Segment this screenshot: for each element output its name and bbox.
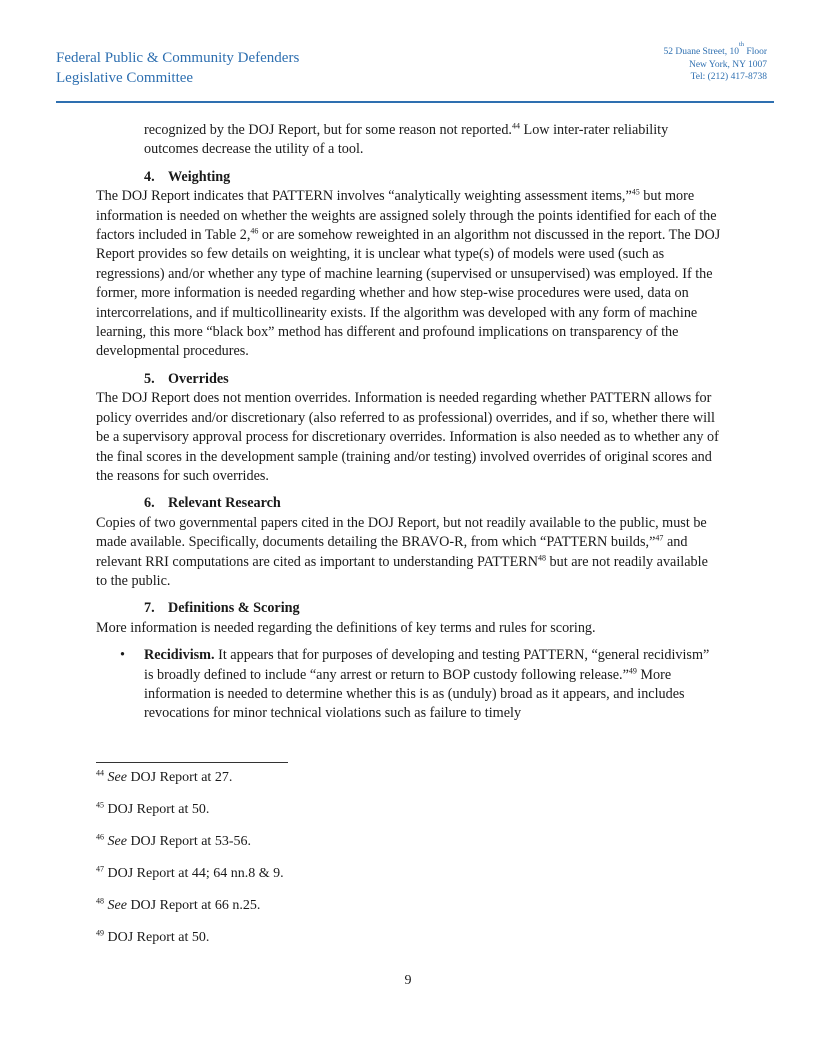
definitions-list [96, 646, 722, 724]
letterhead-address [663, 41, 767, 84]
footnote-ref[interactable]: 48 [537, 552, 546, 562]
page-number: 9 [404, 973, 412, 988]
definitions-paragraph: More information is needed regarding the definitions of key terms and rules for scoring. [96, 619, 596, 636]
address-phone: Tel: (212) 417-8738 [690, 72, 767, 82]
section-heading-definitions: 7. Definitions & Scoring [144, 600, 300, 617]
footnote: $^{46}$ See DOJ Report at 53-56. [96, 832, 251, 849]
footnote: $^{48}$ See DOJ Report at 66 n.25. [96, 896, 261, 913]
org-committee: Legislative Committee [56, 70, 194, 86]
address-street: 52 Duane Street, 10th Floor [663, 41, 767, 57]
footnote-ref[interactable]: 45 [631, 187, 640, 197]
footnote-divider [96, 762, 288, 763]
research-paragraph: Copies of two governmental papers cited in the DOJ Report, but not readily available to the public, must be made available. Specifically, documents detailing the BRAVO-R, from which “PATTERN builds,”$^{47}$ and relevant RRI computations are cited as important to understanding PATTERN$^{48}$ but are not readily available to the public. [96, 514, 708, 589]
org-name: Federal Public & Community Defenders [56, 50, 300, 66]
document-body [96, 121, 722, 724]
section-heading-relevant-research: 6. Relevant Research [144, 495, 281, 512]
list-item: • Recidivism. It appears that for purposes of developing and testing PATTERN, “general recidivism” is broadly defined to include “any arrest or return to BOP custody following release.”$^{49}$ More information is needed to determine whether this is as (unduly) broad as it appears, and includes revocations for minor technical violations such as failure to timely [120, 647, 710, 722]
bullet-icon: • [120, 647, 125, 664]
footnote-ref[interactable]: 49 [628, 665, 637, 675]
overrides-paragraph: The DOJ Report does not mention overrides. Information is needed regarding whether PATTERN allows for policy overrides and/or discretionary (also referred to as professional) overrides, and if so, whether there will be a supervisory approval process for discretionary overrides. Information is also needed as to whether any of the final scores in the development sample (training and/or testing) involved overrides of original scores and the reasons for such overrides. [96, 390, 719, 484]
footnote: $^{47}$ DOJ Report at 44; 64 nn.8 & 9. [96, 864, 284, 881]
header-divider [56, 101, 774, 103]
intro-paragraph: recognized by the DOJ Report, but for some reason not reported.$^{44}$ Low inter-rater reliability outcomes decrease the utility of a tool. [144, 121, 669, 158]
letterhead-organization [56, 48, 299, 88]
section-heading-overrides: 5. Overrides [144, 370, 229, 387]
address-city: New York, NY 1007 [688, 59, 767, 70]
footnote: $^{49}$ DOJ Report at 50. [96, 928, 210, 945]
footnote: $^{44}$ See DOJ Report at 27. [96, 768, 233, 785]
footnote: $^{45}$ DOJ Report at 50. [96, 800, 210, 817]
footnotes [96, 768, 284, 960]
footnote-ref[interactable]: 44 [511, 121, 520, 131]
section-heading-weighting: 4. Weighting [144, 168, 231, 185]
footnote-ref[interactable]: 47 [655, 533, 664, 543]
footnote-ref[interactable]: 46 [250, 226, 259, 236]
weighting-paragraph: The DOJ Report indicates that PATTERN involves “analytically weighting assessment items,”$^{45}$ but more information is needed on whether the weights are assigned solely through the points identified for each of the factors included in Table 2,46 or are somehow reweighted in an algorithm not discussed in the report. The DOJ Report provides so few details on weighting, it is unclear what type(s) of models were used (such as regressions) and/or whether any type of machine learning (supervised or unsupervised) was employed. If the former, more information is needed regarding whether and how step-wise procedures were used, data on intercorrelations, and if multicollinearity exists. If the algorithm was developed with any form of machine learning, this more “black box” method has different and profound implications on transparency of the developmental procedures. [96, 187, 721, 360]
